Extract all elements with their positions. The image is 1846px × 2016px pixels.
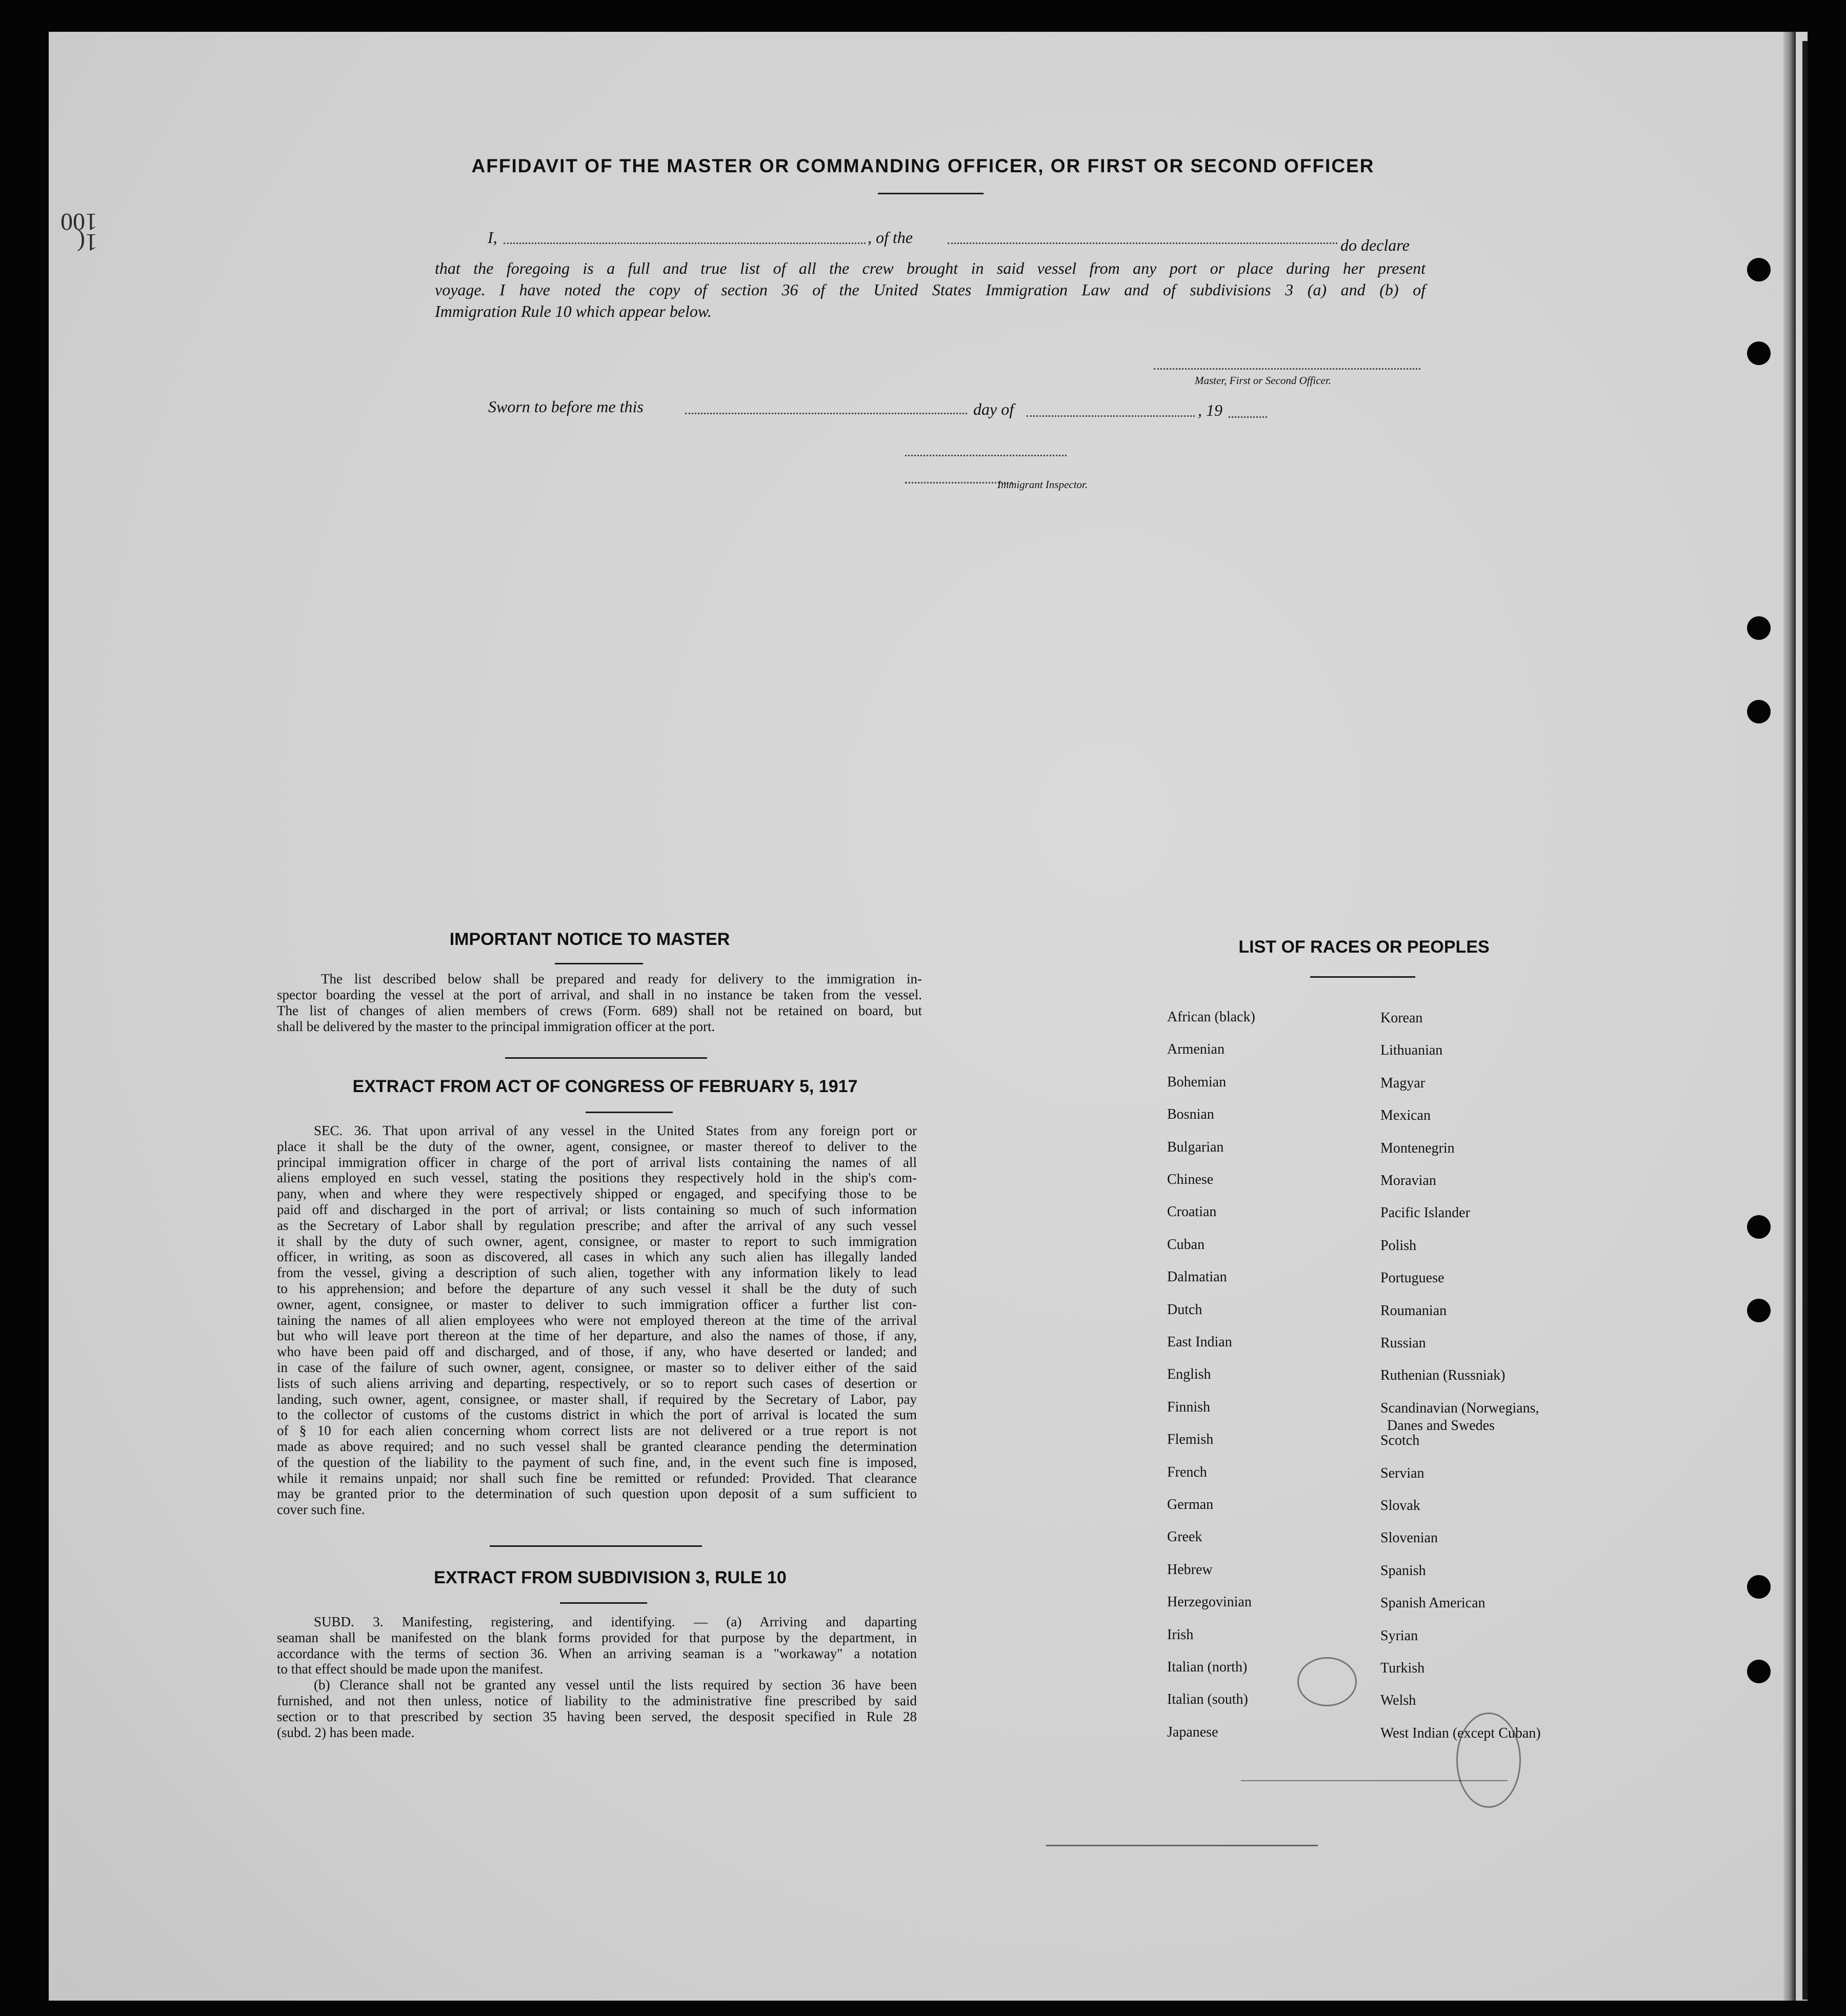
race-item: Croatian xyxy=(1167,1204,1217,1220)
act-line: officer, in writing, as soon as discovered, all cases in which any such alien has illegally landed xyxy=(277,1249,917,1265)
notice-line-3: The list of changes of alien members of crews (Form. 689) shall not be retained on board, but xyxy=(277,1003,922,1018)
notice-line-1: The list described below shall be prepared and ready for delivery to the immigration in- xyxy=(321,971,922,986)
race-item: Scandinavian (Norwegians, xyxy=(1380,1400,1539,1416)
rule-line: (b) Clerance shall not be granted any vessel until the lists required by section 36 have been xyxy=(314,1677,917,1693)
rule-line: to that effect should be made upon the manifest. xyxy=(277,1661,544,1677)
race-item: Servian xyxy=(1380,1465,1424,1481)
race-item: Moravian xyxy=(1380,1173,1436,1188)
bottom-rule xyxy=(1046,1845,1318,1846)
act-line: taining the names of all alien employees who were not employed thereon at the time of the arrival xyxy=(277,1312,917,1328)
binder-edge xyxy=(1802,41,1808,2000)
race-item: Lithuanian xyxy=(1380,1042,1443,1059)
rule-line: section or to that prescribed by section 35 having been served, the desposit specified in Rule 28 xyxy=(277,1708,917,1724)
sworn-day-line xyxy=(685,413,967,414)
act-line: landing, such owner, agent, consignee, or master shall, if required by the Secretary of Labor, pay xyxy=(277,1391,917,1407)
race-item: Russian xyxy=(1380,1335,1426,1351)
affidavit-body-1: that the foregoing is a full and true list of all the crew brought in said vessel from any port or place during her present xyxy=(435,259,1426,277)
race-item: Dutch xyxy=(1167,1301,1202,1318)
punch-hole xyxy=(1747,341,1771,365)
act-line: from the vessel, giving a description of such alien, together with any information likely to lead xyxy=(277,1265,917,1281)
race-item: Irish xyxy=(1167,1626,1194,1643)
act-line: of the question of the liability to the payment of such fine, and, in the event such fine is imposed, xyxy=(277,1454,917,1470)
race-item: Korean xyxy=(1380,1010,1423,1026)
inspector-caption: Immigrant Inspector. xyxy=(997,478,1088,491)
sworn-year-line xyxy=(1229,416,1267,418)
act-line: in case of the failure of such owner, agent, consignee, or master so to deliver either of the said xyxy=(277,1360,917,1375)
pencil-stroke xyxy=(1241,1780,1508,1781)
title-rule xyxy=(878,193,984,194)
notice-line-2: spector boarding the vessel at the port of arrival, and shall in no instance be taken from the vessel. xyxy=(277,987,922,1002)
race-item: Chinese xyxy=(1167,1172,1214,1187)
race-item: Spanish xyxy=(1380,1562,1426,1579)
races-title: LIST OF RACES OR PEOPLES xyxy=(1238,937,1490,957)
race-item: English xyxy=(1167,1366,1211,1383)
signature-line xyxy=(1154,368,1420,370)
race-item: West Indian (except Cuban) xyxy=(1380,1725,1541,1741)
act-line: who have been paid off and discharged, and of those, if any, who have deserted or landed; and xyxy=(277,1344,917,1360)
race-item: Magyar xyxy=(1380,1075,1426,1091)
affidavit-title: AFFIDAVIT OF THE MASTER OR COMMANDING OFFICER, OR FIRST OR SECOND OFFICER xyxy=(471,155,1375,176)
rule-body xyxy=(277,1616,917,1749)
punch-hole xyxy=(1747,1575,1771,1599)
punch-hole xyxy=(1747,700,1771,723)
race-item: Finnish xyxy=(1167,1399,1211,1415)
rule-line: (subd. 2) has been made. xyxy=(277,1724,415,1740)
race-item: Italian (south) xyxy=(1167,1691,1248,1708)
act-line: SEC. 36. That upon arrival of any vessel in the United States from any foreign port or xyxy=(314,1123,917,1138)
race-item: Italian (north) xyxy=(1167,1659,1248,1675)
race-item: Japanese xyxy=(1167,1724,1218,1740)
act-line: principal immigration officer in charge of the port of arrival lists containing the names of all xyxy=(277,1154,917,1170)
act-line: lists of such aliens arriving and departing, respectively, or so to report such cases of desertion or xyxy=(277,1375,917,1391)
sworn-year: , 19 xyxy=(1198,401,1222,419)
inspector-signature-line xyxy=(905,455,1067,456)
rule-line: furnished, and not then unless, notice of liability to the administrative fine prescribed by said xyxy=(277,1693,917,1708)
race-item: Portuguese xyxy=(1380,1270,1444,1286)
affidavit-line1-end: do declare xyxy=(1340,236,1410,254)
race-item: Bosnian xyxy=(1167,1106,1214,1123)
act-line: as the Secretary of Labor shall by regulation prescribe; and after the arrival of any such vessel xyxy=(277,1217,917,1233)
act-title: EXTRACT FROM ACT OF CONGRESS OF FEBRUARY 5, 1917 xyxy=(352,1077,858,1096)
punch-hole xyxy=(1747,1215,1771,1239)
act-line: to his apprehension; and before the departure of any such vessel it shall be the duty of such xyxy=(277,1281,917,1296)
race-item: Roumanian xyxy=(1380,1302,1447,1319)
margin-note: 1( 100 xyxy=(61,208,97,256)
affidavit-body-3: Immigration Rule 10 which appear below. xyxy=(435,302,712,320)
act-line: cover such fine. xyxy=(277,1502,365,1518)
rule-title: EXTRACT FROM SUBDIVISION 3, RULE 10 xyxy=(434,1568,787,1587)
race-item: Syrian xyxy=(1380,1627,1418,1644)
affidavit-body-2: voyage. I have noted the copy of section 36 of the United States Immigration Law and of subdivisions 3 (a) and (b) of xyxy=(435,280,1426,299)
act-title-rule xyxy=(586,1112,673,1113)
punch-hole xyxy=(1747,1660,1771,1683)
rule-title-rule xyxy=(560,1602,647,1604)
punch-hole xyxy=(1747,258,1771,281)
act-line: may be granted prior to the determination of such question upon deposit of a sum sufficient to xyxy=(277,1486,917,1502)
vessel-field-line xyxy=(948,243,1337,244)
race-item: German xyxy=(1167,1497,1214,1513)
act-line: of § 10 for each alien concerning whom correct lists are not delivered or a true report is not xyxy=(277,1423,917,1439)
race-item: Flemish xyxy=(1167,1432,1214,1448)
races-title-rule xyxy=(1310,976,1415,978)
race-item: Greek xyxy=(1167,1529,1202,1545)
race-item: African (black) xyxy=(1167,1009,1255,1025)
race-item: Armenian xyxy=(1167,1041,1225,1058)
inspector-signature-line-2 xyxy=(905,482,1013,483)
act-line: made as above required; and no such vessel shall be granted clearance pending the determination xyxy=(277,1439,917,1454)
race-item: Hebrew xyxy=(1167,1561,1213,1578)
act-line: place it shall be the duty of the owner, agent, consignee, or master thereof to deliver to the xyxy=(277,1138,917,1154)
name-field-line xyxy=(504,243,866,244)
affidavit-line1-mid: , of the xyxy=(868,228,913,247)
act-line: to the collector of customs of the customs district in which the port of arrival is located the sum xyxy=(277,1407,917,1423)
sworn-day-label: day of xyxy=(973,400,1014,418)
race-item: Slovenian xyxy=(1380,1530,1438,1546)
race-item: Slovak xyxy=(1380,1498,1420,1514)
act-body xyxy=(277,1124,917,1535)
rule-line: SUBD. 3. Manifesting, registering, and identifying. — (a) Arriving and daparting xyxy=(314,1614,917,1629)
notice-title-rule xyxy=(555,963,643,964)
race-item: Bohemian xyxy=(1167,1074,1227,1090)
punch-hole xyxy=(1747,1299,1771,1322)
act-line: it shall by the duty of such owner, agent, consignee, or master to report to such immigration xyxy=(277,1233,917,1249)
act-line: aliens employed en such vessel, stating the positions they respectively hold in the ship's com- xyxy=(277,1170,917,1186)
act-line: paid off and discharged in the port of arrival; or lists containing so much of such information xyxy=(277,1202,917,1217)
pencil-mark xyxy=(1456,1712,1521,1808)
race-item: Scotch xyxy=(1380,1433,1420,1449)
rule-line: accordance with the terms of section 36. When an arriving seaman is a "workaway" a notation xyxy=(277,1645,917,1661)
race-item: Turkish xyxy=(1380,1660,1425,1676)
affidavit-line1-prefix: I, xyxy=(488,228,497,247)
race-item: East Indian xyxy=(1167,1334,1232,1350)
punch-hole xyxy=(1747,616,1771,640)
race-item: French xyxy=(1167,1464,1207,1480)
race-item: Dalmatian xyxy=(1167,1269,1227,1285)
race-item: Welsh xyxy=(1380,1692,1416,1709)
race-item: Herzegovinian xyxy=(1167,1594,1252,1610)
sworn-month-line xyxy=(1027,415,1195,417)
master-caption: Master, First or Second Officer. xyxy=(1195,374,1331,387)
race-item: Polish xyxy=(1380,1237,1417,1254)
race-item: Bulgarian xyxy=(1167,1139,1224,1155)
race-item: Ruthenian (Russniak) xyxy=(1380,1367,1506,1384)
race-item: Cuban xyxy=(1167,1236,1205,1253)
rule-line: seaman shall be manifested on the blank forms provided for that purpose by the department, in xyxy=(277,1629,917,1645)
notice-line-4: shall be delivered by the master to the principal immigration officer at the port. xyxy=(277,1019,715,1034)
race-item: Mexican xyxy=(1380,1107,1431,1124)
section-separator xyxy=(505,1057,707,1059)
act-line: pany, when and where they were respectively shipped or engaged, and specifying those to be xyxy=(277,1186,917,1202)
section-separator-2 xyxy=(490,1545,702,1547)
pencil-mark xyxy=(1297,1657,1357,1706)
act-line: owner, agent, consignee, or master to deliver to such immigration officer a further list con- xyxy=(277,1296,917,1312)
race-item-continuation: Danes and Swedes xyxy=(1387,1418,1495,1434)
sworn-prefix: Sworn to before me this xyxy=(488,397,644,416)
race-item: Spanish American xyxy=(1380,1595,1486,1611)
act-line: but who will leave port thereon at the time of her departure, and also the names of those, if any, xyxy=(277,1328,917,1344)
race-item: Montenegrin xyxy=(1380,1140,1455,1156)
act-line: while it remains unpaid; nor shall such fine be remitted or refunded: Provided. That clearance xyxy=(277,1470,917,1486)
page-edge xyxy=(1783,32,1796,2001)
race-item: Pacific Islander xyxy=(1380,1205,1470,1221)
notice-title: IMPORTANT NOTICE TO MASTER xyxy=(449,930,730,949)
